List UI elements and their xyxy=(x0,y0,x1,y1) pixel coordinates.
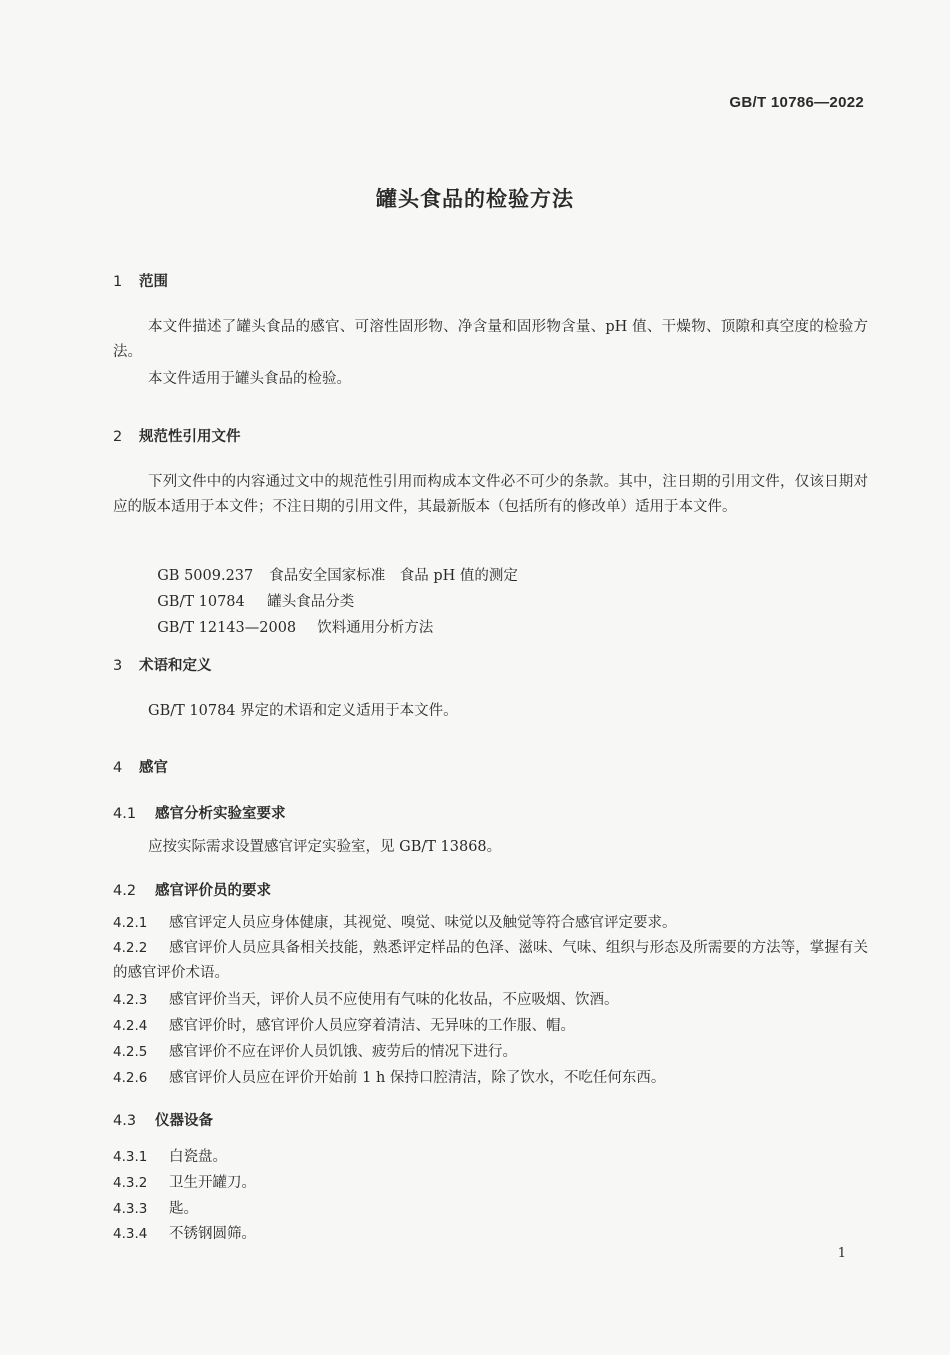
section-number: 4 xyxy=(113,760,123,776)
clause-text: 白瓷盘。 xyxy=(169,1149,227,1165)
clause-item xyxy=(113,1197,868,1222)
section-number: 2 xyxy=(113,429,123,445)
clause-item xyxy=(113,1171,868,1196)
section-title: 感官 xyxy=(139,760,168,776)
subsection-4-3-heading xyxy=(113,1109,213,1130)
subsection-title: 感官分析实验室要求 xyxy=(155,806,286,822)
clause-number: 4.2.2 xyxy=(113,940,148,956)
section-title: 规范性引用文件 xyxy=(139,429,241,445)
paragraph: 下列文件中的内容通过文中的规范性引用而构成本文件必不可少的条款。其中，注日期的引用文件，仅该日期对应的版本适用于本文件；不注日期的引用文件，其最新版本（包括所有的修改单）适用于本文件。 xyxy=(113,474,868,515)
clause-number: 4.3.1 xyxy=(113,1149,148,1165)
clause-number: 4.3.2 xyxy=(113,1175,148,1191)
clause-number: 4.2.3 xyxy=(113,992,148,1008)
clause-item xyxy=(113,1222,868,1247)
clause-item xyxy=(113,1145,868,1170)
clause-item xyxy=(113,1040,868,1065)
section-number: 1 xyxy=(113,274,123,290)
subsection-number: 4.1 xyxy=(113,806,137,822)
clause-text: 感官评价不应在评价人员饥饿、疲劳后的情况下进行。 xyxy=(169,1044,517,1060)
reference-code: GB/T 10784 xyxy=(157,594,245,610)
reference-code: GB/T 12143—2008 xyxy=(157,620,297,636)
subsection-number: 4.2 xyxy=(113,883,137,899)
clause-text: 卫生开罐刀。 xyxy=(169,1175,256,1191)
section-2-heading xyxy=(113,425,241,446)
section-1-heading xyxy=(113,270,168,291)
subsection-title: 仪器设备 xyxy=(155,1113,213,1129)
subsection-4-1-heading xyxy=(113,802,286,823)
standard-number: GB/T 10786—2022 xyxy=(729,94,864,111)
paragraph: 应按实际需求设置感官评定实验室，见 GB/T 13868。 xyxy=(148,839,502,855)
subsection-4-2-heading xyxy=(113,879,271,900)
clause-text: 感官评定人员应身体健康，其视觉、嗅觉、味觉以及触觉等符合感官评定要求。 xyxy=(169,915,677,931)
reference-name: 食品安全国家标准 食品 pH 值的测定 xyxy=(269,568,518,584)
clause-item xyxy=(113,988,868,1013)
clause-item xyxy=(113,1066,868,1091)
clause-number: 4.3.3 xyxy=(113,1201,148,1217)
subsection-title: 感官评价员的要求 xyxy=(155,883,271,899)
subsection-number: 4.3 xyxy=(113,1113,137,1129)
section-4-heading xyxy=(113,756,168,777)
clause-text: 不锈钢圆筛。 xyxy=(169,1226,256,1242)
clause-text: 感官评价当天，评价人员不应使用有气味的化妆品，不应吸烟、饮酒。 xyxy=(169,992,619,1008)
section-3-heading xyxy=(113,654,212,675)
clause-text: 感官评价时，感官评价人员应穿着清洁、无异味的工作服、帽。 xyxy=(169,1018,575,1034)
paragraph: 本文件适用于罐头食品的检验。 xyxy=(148,371,351,387)
clause-number: 4.2.4 xyxy=(113,1018,148,1034)
page-number: 1 xyxy=(837,1246,846,1261)
reference-item xyxy=(148,600,433,637)
clause-text: 感官评价人员应在评价开始前 1 h 保持口腔清洁，除了饮水，不吃任何东西。 xyxy=(169,1070,666,1086)
clause-text: 匙。 xyxy=(169,1201,198,1217)
clause-number: 4.2.6 xyxy=(113,1070,148,1086)
paragraph: GB/T 10784 界定的术语和定义适用于本文件。 xyxy=(148,703,458,719)
clause-text: 感官评价人员应具备相关技能，熟悉评定样品的色泽、滋味、气味、组织与形态及所需要的方法等，掌握有关的感官评价术语。 xyxy=(113,940,868,981)
paragraph: 本文件描述了罐头食品的感官、可溶性固形物、净含量和固形物含量、pH 值、干燥物、顶隙和真空度的检验方法。 xyxy=(113,319,868,360)
clause-item xyxy=(113,911,868,936)
section-number: 3 xyxy=(113,658,123,674)
reference-name: 罐头食品分类 xyxy=(267,594,355,610)
section-title: 术语和定义 xyxy=(139,658,212,674)
reference-code: GB 5009.237 xyxy=(157,568,254,584)
clause-number: 4.2.5 xyxy=(113,1044,148,1060)
clause-item xyxy=(113,936,868,986)
clause-item xyxy=(113,1014,868,1039)
document-title: 罐头食品的检验方法 xyxy=(376,187,574,211)
section-title: 范围 xyxy=(139,274,168,290)
clause-number: 4.3.4 xyxy=(113,1226,148,1242)
reference-name: 饮料通用分析方法 xyxy=(317,620,434,636)
clause-number: 4.2.1 xyxy=(113,915,148,931)
